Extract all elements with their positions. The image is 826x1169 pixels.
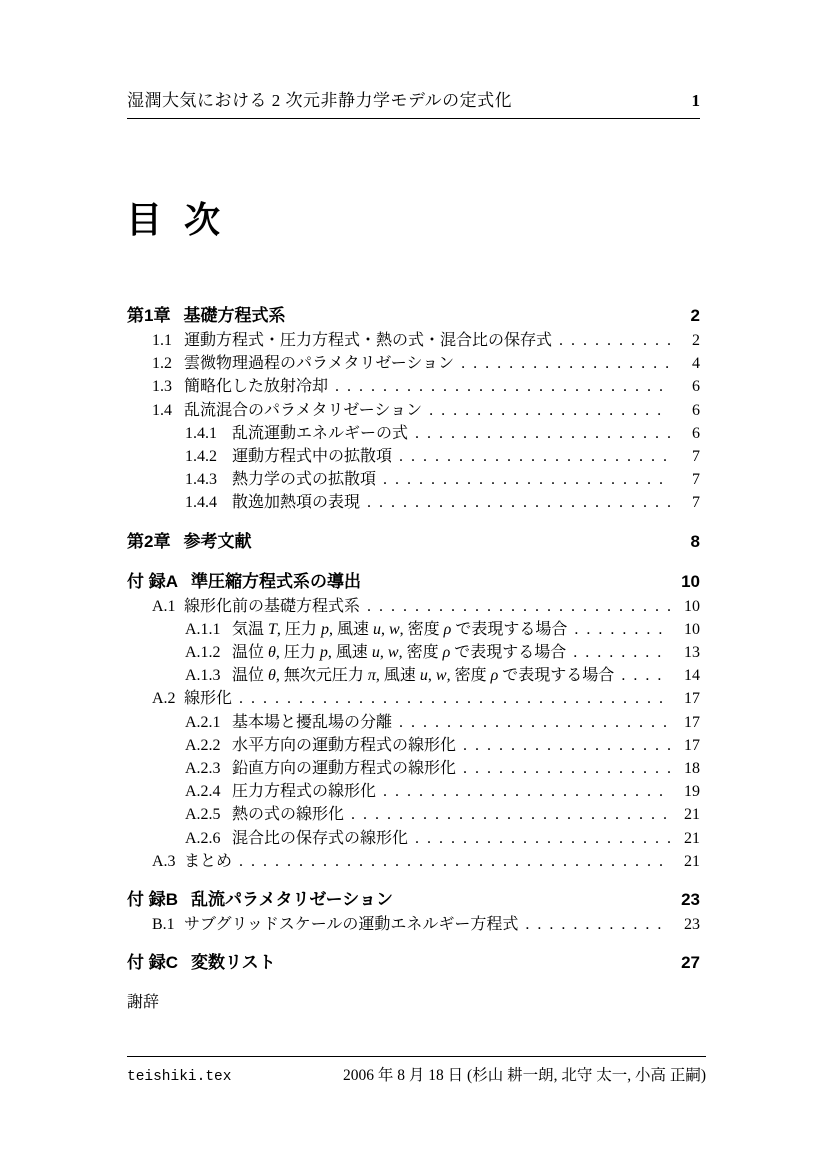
entry-page-number: 7 xyxy=(692,494,700,512)
entry-title: 散逸加熱項の表現 xyxy=(232,494,361,512)
entry-page-number: 10 xyxy=(684,620,700,638)
chapter-label: 付 録A xyxy=(127,571,178,591)
dot-leader xyxy=(351,803,670,826)
chapter-label: 第2章 xyxy=(127,531,171,551)
toc-entry xyxy=(127,491,700,514)
dot-leader xyxy=(415,422,670,445)
toc-entry xyxy=(127,687,700,710)
toc-entry xyxy=(127,827,700,850)
entry-page-number: 17 xyxy=(684,713,700,731)
entry-number: A.1.3 xyxy=(185,667,221,685)
entry-page-number: 2 xyxy=(690,306,700,325)
entry-number: 1.3 xyxy=(152,378,172,396)
header-page-number: 1 xyxy=(691,91,700,110)
entry-page-number: 23 xyxy=(681,890,700,910)
dot-leader xyxy=(463,757,670,780)
dot-leader xyxy=(239,850,670,873)
toc-entry xyxy=(127,569,700,595)
dot-leader xyxy=(399,445,670,468)
entry-title: 運動方程式中の拡散項 xyxy=(232,448,393,466)
toc-entry xyxy=(127,529,700,555)
toc-entry xyxy=(127,375,700,398)
entry-number: 1.4.1 xyxy=(185,424,217,442)
entry-page-number: 7 xyxy=(692,471,700,489)
chapter-label: 第1章 xyxy=(127,306,171,325)
entry-number: A.1.1 xyxy=(185,620,221,638)
entry-title: 謝辞 xyxy=(127,994,160,1012)
entry-title: 乱流混合のパラメタリゼーション xyxy=(184,401,423,419)
entry-page-number: 6 xyxy=(692,378,700,396)
toc-entry xyxy=(127,664,700,687)
entry-title: 運動方程式・圧力方程式・熱の式・混合比の保存式 xyxy=(184,332,553,349)
chapter-label: 付 録B xyxy=(127,890,178,910)
dot-leader xyxy=(367,595,670,618)
toc-entry xyxy=(127,950,700,976)
entry-page-number: 2 xyxy=(692,332,700,349)
entry-number: A.2.1 xyxy=(185,713,221,731)
dot-leader xyxy=(383,468,670,491)
dot-leader xyxy=(573,641,670,664)
toc-entry xyxy=(127,303,700,329)
toc-entry xyxy=(127,422,700,445)
entry-title: 水平方向の運動方程式の線形化 xyxy=(232,736,457,754)
toc-entry xyxy=(127,913,700,936)
entry-number: 1.2 xyxy=(152,355,172,373)
dot-leader xyxy=(621,664,670,687)
entry-title: 簡略化した放射冷却 xyxy=(184,378,329,396)
header-title: 湿潤大気における 2 次元非静力学モデルの定式化 xyxy=(127,91,513,110)
entry-page-number: 21 xyxy=(684,829,700,847)
toc-entry xyxy=(127,352,700,375)
entry-page-number: 21 xyxy=(684,852,700,870)
entry-title: 熱の式の線形化 xyxy=(232,806,345,824)
entry-page-number: 27 xyxy=(681,953,700,973)
footer-filename: teishiki.tex xyxy=(127,1069,232,1085)
entry-number: A.2.3 xyxy=(185,760,221,778)
toc-entry xyxy=(127,850,700,873)
entry-title: 雲微物理過程のパラメタリゼーション xyxy=(184,355,455,373)
dot-leader xyxy=(367,491,670,514)
entry-page-number: 17 xyxy=(684,690,700,708)
toc-entry xyxy=(127,468,700,491)
entry-page-number: 14 xyxy=(684,667,700,685)
footer-date-authors: 2006 年 8 月 18 日 (杉山 耕一朗, 北守 太一, 小高 正嗣) xyxy=(343,1067,706,1084)
entry-number: A.2 xyxy=(152,690,176,708)
entry-page-number: 13 xyxy=(684,644,700,662)
entry-number: B.1 xyxy=(152,916,175,934)
dot-leader xyxy=(429,399,670,422)
entry-number: 1.4.4 xyxy=(185,494,217,512)
entry-title: 基礎方程式系 xyxy=(183,306,286,325)
entry-page-number: 7 xyxy=(692,448,700,466)
dot-leader xyxy=(574,618,670,641)
dot-leader xyxy=(399,711,670,734)
entry-number: A.1.2 xyxy=(185,644,221,662)
toc-entry xyxy=(127,618,700,641)
entry-page-number: 10 xyxy=(681,571,700,591)
toc-entry xyxy=(127,445,700,468)
toc-entry xyxy=(127,887,700,913)
toc-entry xyxy=(127,734,700,757)
dot-leader xyxy=(461,352,670,375)
entry-title: 乱流運動エネルギーの式 xyxy=(232,424,409,442)
toc-entry xyxy=(127,641,700,664)
entry-page-number: 6 xyxy=(692,424,700,442)
entry-title: まとめ xyxy=(184,852,233,870)
toc-entry xyxy=(127,595,700,618)
entry-page-number: 21 xyxy=(684,806,700,824)
entry-page-number: 6 xyxy=(692,401,700,419)
entry-title: 線形化 xyxy=(184,690,233,708)
toc-title: 目 次 xyxy=(126,199,227,240)
dot-leader xyxy=(335,375,670,398)
entry-title: 準圧縮方程式系の導出 xyxy=(191,571,361,591)
chapter-label: 付 録C xyxy=(127,953,178,973)
page-footer xyxy=(127,1056,706,1085)
dot-leader xyxy=(463,734,670,757)
entry-number: 1.4.2 xyxy=(185,448,217,466)
entry-page-number: 8 xyxy=(690,531,700,551)
entry-page-number: 19 xyxy=(684,783,700,801)
table-of-contents xyxy=(127,303,700,1016)
entry-number: A.2.6 xyxy=(185,829,221,847)
entry-page-number: 4 xyxy=(692,355,700,373)
entry-title: 変数リスト xyxy=(191,953,276,973)
entry-title: 線形化前の基礎方程式系 xyxy=(184,597,361,615)
dot-leader xyxy=(415,827,670,850)
toc-entry xyxy=(127,803,700,826)
toc-entry xyxy=(127,990,700,1016)
entry-page-number: 23 xyxy=(684,916,700,934)
entry-page-number: 18 xyxy=(684,760,700,778)
dot-leader xyxy=(525,913,670,936)
dot-leader xyxy=(239,687,670,710)
entry-number: 1.4 xyxy=(152,401,172,419)
entry-title: 温位 θ, 圧力 p, 風速 u, w, 密度 ρ で表現する場合 xyxy=(232,644,567,662)
entry-page-number: 10 xyxy=(684,597,700,615)
dot-leader xyxy=(383,780,670,803)
entry-title: 参考文献 xyxy=(183,531,252,551)
toc-entry xyxy=(127,757,700,780)
entry-title: 混合比の保存式の線形化 xyxy=(232,829,409,847)
entry-title: サブグリッドスケールの運動エネルギー方程式 xyxy=(184,916,519,934)
entry-number: A.3 xyxy=(152,852,176,870)
dot-leader xyxy=(559,329,670,352)
toc-entry xyxy=(127,329,700,352)
entry-title: 乱流パラメタリゼーション xyxy=(191,890,393,910)
toc-entry xyxy=(127,711,700,734)
entry-number: A.1 xyxy=(152,597,176,615)
running-header xyxy=(127,86,700,119)
entry-title: 気温 T, 圧力 p, 風速 u, w, 密度 ρ で表現する場合 xyxy=(232,620,568,638)
entry-title: 熱力学の式の拡散項 xyxy=(232,471,377,489)
entry-number: A.2.5 xyxy=(185,806,221,824)
entry-number: 1.1 xyxy=(152,332,172,349)
entry-title: 鉛直方向の運動方程式の線形化 xyxy=(232,760,457,778)
toc-entry xyxy=(127,399,700,422)
entry-title: 温位 θ, 無次元圧力 π, 風速 u, w, 密度 ρ で表現する場合 xyxy=(232,667,615,685)
entry-number: A.2.2 xyxy=(185,736,221,754)
entry-page-number: 17 xyxy=(684,736,700,754)
entry-title: 基本場と擾乱場の分離 xyxy=(232,713,393,731)
entry-title: 圧力方程式の線形化 xyxy=(232,783,377,801)
toc-entry xyxy=(127,780,700,803)
entry-number: 1.4.3 xyxy=(185,471,217,489)
entry-number: A.2.4 xyxy=(185,783,221,801)
